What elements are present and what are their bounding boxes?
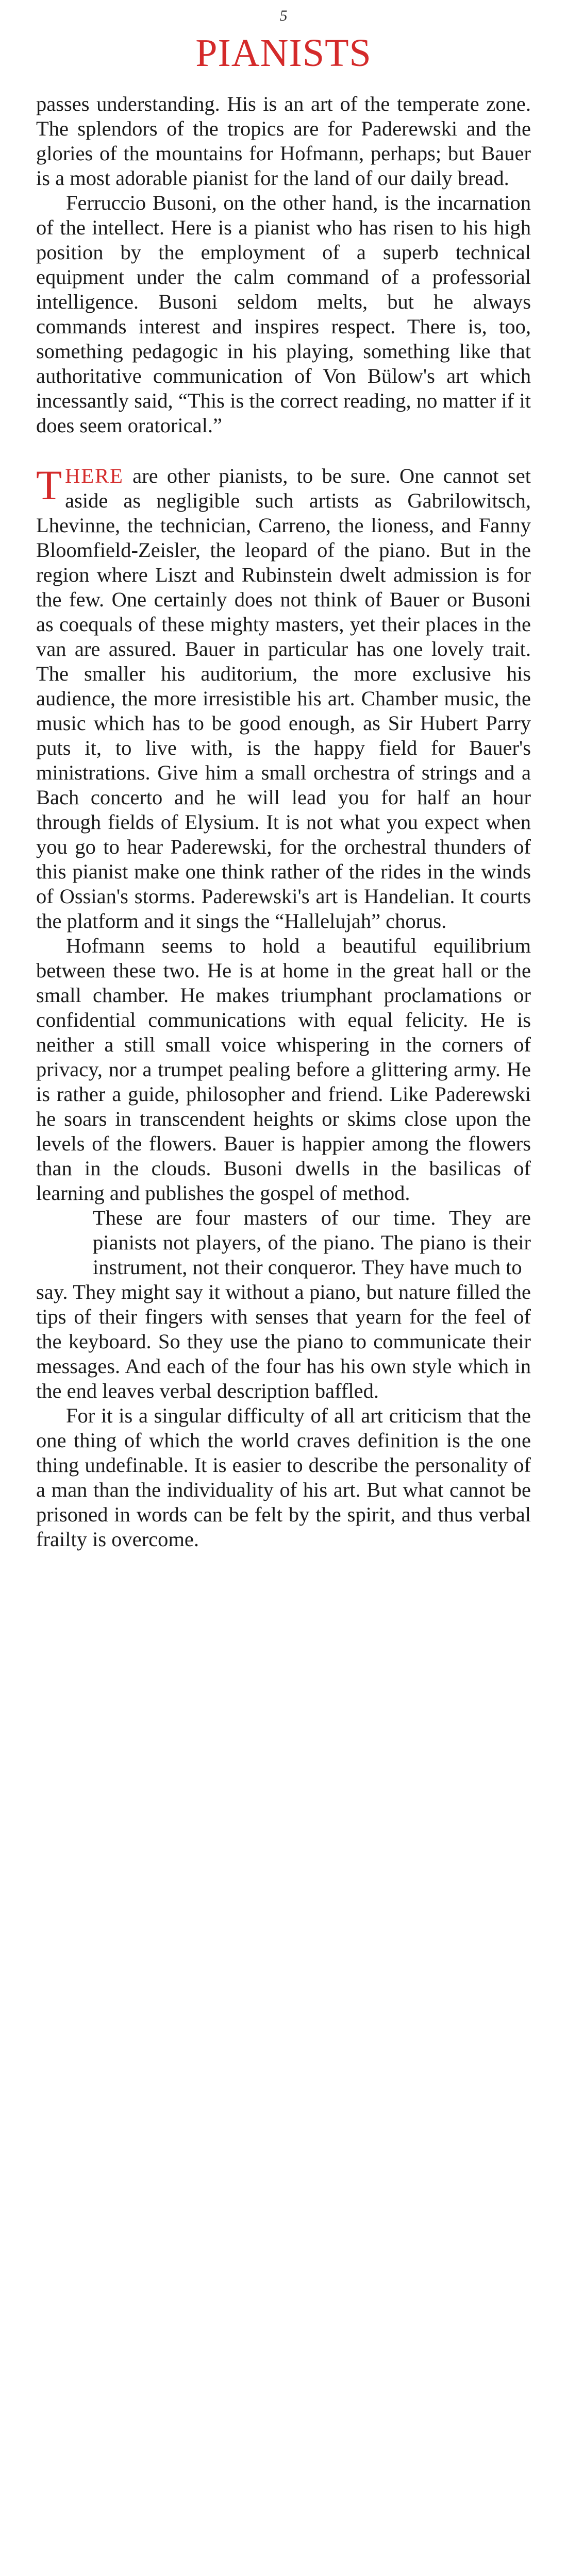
paragraph-5: say. They might say it without a piano, but nature filled the tips of their fingers with senses that yearn for the feel of the keyboard. So they use the piano to communicate their messages. And each of the four has his own style which in the end leaves verbal description baffled. (36, 1280, 531, 1402)
lead-in-word: HERE (65, 464, 124, 487)
paragraph-2: Ferruccio Busoni, on the other hand, is the incarnation of the intellect. Here is a pianist who has risen to his high position by the employment of a superb technical equipment under the calm command of a professorial intelligence. Busoni seldom melts, but he always commands interest and inspires respect. There is, too, something pedagogic in his playing, something like that authoritative communication of Von Bülow's art which incessantly said, “This is the correct reading, no matter if it does seem oratorical.” (36, 191, 531, 437)
page-title: PIANISTS (195, 31, 372, 75)
paragraph-3 (36, 464, 531, 934)
paragraph-3-text: are other pianists, to be sure. One cannot set aside as negligible such artists as Gabrilowitsch, Lhevinne, the technician, Carreno, the lioness, and Fanny Bloomfield-Zeisler, the leopard of the piano. But in the region where Liszt and Rubinstein dwelt admission is for the few. One certainly does not think of Bauer or Busoni as coequals of these mighty masters, yet their places in the van are assured. Bauer in particular has one lovely trait. The smaller his auditorium, the more exclusive his audience, the more irresistible his art. Chamber music, the music which has to be good enough, as Sir Hubert Parry puts it, to live with, is the happy field for Bauer's ministrations. Give him a small orchestra of strings and a Bach concerto and he will lead you for half an hour through fields of Elysium. It is not what you expect when you go to hear Paderewski, for the orchestral thunders of this pianist make one think rather of the rides in the winds of Ossian's storms. Paderewski's art is Handelian. It courts the platform and it sings the “Hallelujah” chorus. (36, 464, 531, 933)
paragraph-5-inset: These are four masters of our time. They are pianists not players, of the piano. The piano is their instrument, not their conqueror. They have much to (93, 1206, 531, 1279)
page-number: 5 (279, 7, 288, 24)
paragraph-6: For it is a singular difficulty of all art criticism that the one thing of which the world craves definition is the one thing undefinable. It is easier to describe the personality of a man than the individuality of his art. But what cannot be prisoned in words can be felt by the spirit, and thus verbal frailty is overcome. (36, 1404, 531, 1551)
paragraph-4: Hofmann seems to hold a beautiful equilibrium between these two. He is at home in the great hall or the small chamber. He makes triumphant proclamations or confidential communications with equal felicity. He is neither a still small voice whispering in the corners of privacy, nor a trumpet pealing before a glittering army. He is rather a guide, philosopher and friend. Like Paderewski he soars in transcendent heights or skims close upon the levels of the flowers. Bauer is happier among the flowers than in the clouds. Busoni dwells in the basilicas of learning and publishes the gospel of method. (36, 934, 531, 1205)
drop-cap: T (36, 462, 62, 509)
article-column (36, 92, 531, 1552)
paragraph-1: passes understanding. His is an art of the temperate zone. The splendors of the tropics are for Paderewski and the glories of the mountains for Hofmann, perhaps; but Bauer is a most adorable pianist for the land of our daily bread. (36, 92, 531, 190)
